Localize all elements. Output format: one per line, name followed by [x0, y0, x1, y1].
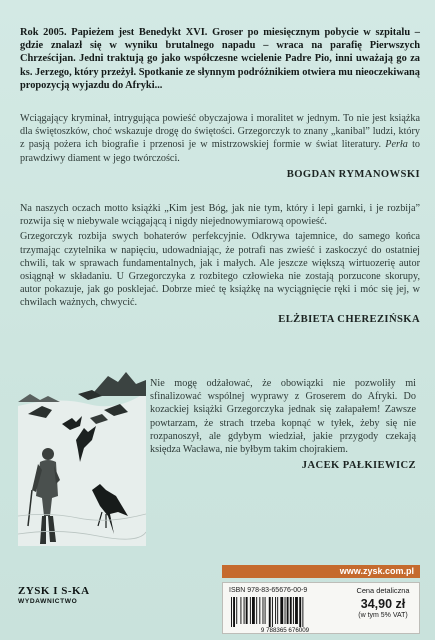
illustration-drawing	[18, 366, 146, 546]
barcode-bar	[265, 597, 266, 624]
barcode-bar	[277, 597, 278, 624]
barcode-bar	[240, 597, 241, 624]
review-paragraph: Na naszych oczach motto książki „Kim jest Bóg, jak nie tym, który i lepi garnki, i je rozbija” rozwija się w niebywale wciągającą i nigdy niejednowymiarową opowieść.	[20, 203, 420, 228]
barcode-bar	[280, 597, 283, 624]
barcode-bar	[246, 597, 248, 624]
blurb-intro	[20, 26, 420, 92]
review-paragraph: Grzegorczyk rozbija swych bohaterów perfekcyjnie. Odkrywa tajemnice, do samego końca trzymając czytelnika w napięciu, udowadniając, że potrafi nas zwieść i zaskoczyć do ostatniej chwili, tak w sprawach fundamentalnych, jak i małych. Ale jeszcze większą wirtuozerię autor osiągnął w składaniu. U Grzegorczyka z rozbitego człowieka nie zostają porzucone skorupy, autor pokazuje, jak go posklejać. Dobrze mieć tę książkę na wyciągnięcie ręki i móc się jej, w chwilach ważnych, chwycić.	[20, 231, 420, 309]
review-text-part: to prawdziwy diament w jego twórczości.	[20, 139, 420, 164]
price-value: 34,90 zł	[360, 597, 406, 611]
barcode-digits: 9 788365 676009	[260, 627, 310, 633]
barcode-bar	[236, 597, 237, 624]
barcode-bar	[287, 597, 289, 624]
barcode-bar	[293, 597, 294, 624]
review-palkiewicz	[150, 377, 416, 472]
review-rymanowski	[20, 112, 420, 181]
illustration-traveler-ravens	[18, 366, 146, 546]
website-bar	[222, 565, 420, 578]
barcode-bar	[290, 597, 292, 624]
barcode-bar	[285, 597, 286, 624]
review-cherezinska	[20, 202, 420, 326]
barcode-panel	[222, 582, 420, 634]
barcode-bar	[231, 597, 232, 627]
barcode-bar	[233, 597, 235, 627]
barcode-bar	[256, 597, 257, 624]
barcode-bar	[269, 597, 271, 627]
website-url: www.zysk.com.pl	[339, 566, 414, 576]
barcode-image	[227, 597, 343, 633]
review-title-italic: Perła	[385, 139, 408, 151]
publisher-logo	[18, 585, 98, 605]
publisher-name: ZYSK I S-KA	[18, 585, 90, 597]
price-label: Cena detaliczna	[356, 586, 410, 595]
review-author: JACEK PAŁKIEWICZ	[301, 460, 416, 472]
review-rymanowski-text	[20, 112, 420, 165]
review-author: ELŻBIETA CHEREZIŃSKA	[278, 313, 420, 325]
review-author: BOGDAN RYMANOWSKI	[286, 168, 420, 180]
barcode-bar	[299, 597, 301, 627]
barcode-bar	[259, 597, 260, 624]
publisher-subtitle: WYDAWNICTWO	[18, 598, 78, 605]
price-box	[349, 586, 417, 632]
blurb-intro-text: Rok 2005. Papieżem jest Benedykt XVI. Groser po miesięcznym pobycie w szpitalu – gdzie znalazł się w wyniku brutalnego napadu – wraca na parafię Pierwszych Chrześcijan. Jedni traktują go jako współczesne wcielenie Padre Pio, inni uważają go za ks. Jerzego, który przeżył. Spotkanie ze słynnym podróżnikiem otwiera mu nieoczekiwaną propozycją wyjazdu do Afryki...	[20, 27, 420, 91]
review-text-part: Wciągający kryminał, intrygująca powieść obyczajowa i moralitet w jednym. To nie jest książka dla świętoszków, choć wskazuje drogę do świętości. Grzegorczyk to znany „kanibal” ludzi, który z pasją pożera ich biografie i przenosi je w mistrzowskiej formie w świat literatury.	[20, 113, 420, 151]
barcode-bar	[244, 597, 245, 624]
barcode-bar	[250, 597, 251, 624]
barcode-bar	[295, 597, 298, 624]
isbn-number: ISBN 978-83-65676-00-9	[229, 587, 308, 594]
review-paragraph: Nie mogę odżałować, że obowiązki nie pozwoliły mi sfinalizować wspólnej wyprawy z Groserem do Afryki. Do kozackiej książki Grzegorczyka jednak się załapałem! Zawsze powtarzam, że strach trzeba kopnąć w tyłek, żeby się nie rozpanoszył, ale gdybym wiedział, jakie przygody czekają księdza Wacława, nie byłbym takim chojrakiem.	[150, 378, 416, 456]
barcode-bar	[275, 597, 276, 624]
price-vat: (w tym 5% VAT)	[358, 612, 408, 619]
barcode-bar	[272, 597, 273, 627]
barcode-bar	[263, 597, 264, 624]
barcode-bar	[302, 597, 303, 627]
barcode-bar	[252, 597, 255, 624]
